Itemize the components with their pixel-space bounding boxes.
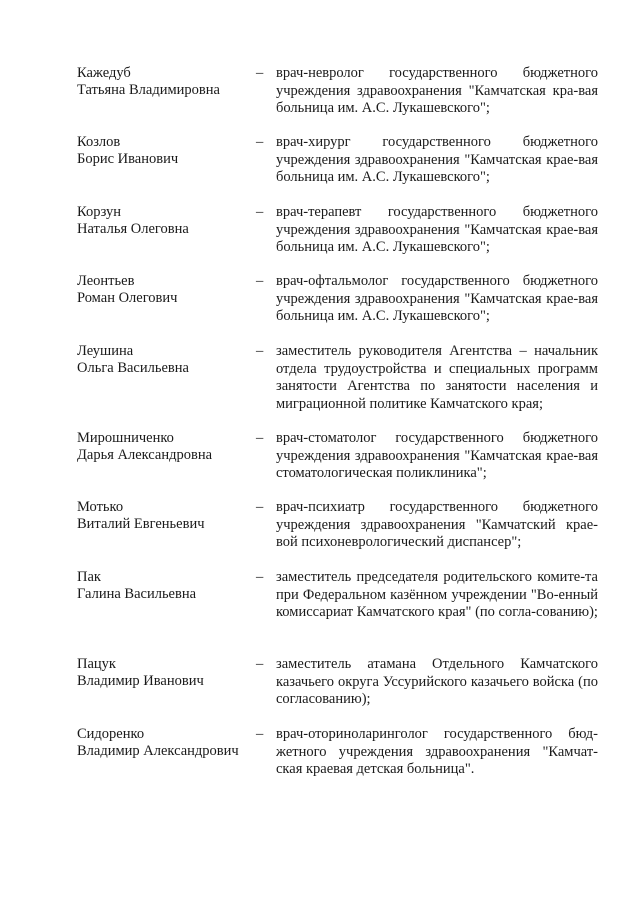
given-names: Владимир Александрович — [77, 743, 239, 759]
person-name — [77, 343, 257, 377]
person-name — [77, 65, 257, 99]
person-name — [77, 499, 257, 533]
given-names: Виталий Евгеньевич — [77, 516, 205, 532]
given-names: Борис Иванович — [77, 151, 179, 167]
position-description: врач-терапевт государственного бюджетного учреждения здравоохранения "Камчатская крае-вая больница им. А.С. Лукашевского"; — [276, 204, 598, 255]
dash-separator: – — [256, 204, 264, 220]
dash-separator: – — [256, 726, 264, 742]
surname: Сидоренко — [77, 726, 145, 742]
surname: Корзун — [77, 204, 122, 220]
position-description: врач-невролог государственного бюджетного учреждения здравоохранения "Камчатская кра-вая больница им. А.С. Лукашевского"; — [276, 65, 598, 116]
position-description: заместитель председателя родительского комите-та при Федеральном казённом учреждении "Во-енный комиссариат Камчатского края" (по согла-сованию); — [276, 569, 598, 620]
surname: Леонтьев — [77, 273, 135, 289]
surname: Мотько — [77, 499, 124, 515]
person-name — [77, 204, 257, 238]
dash-separator: – — [256, 569, 264, 585]
given-names: Галина Васильевна — [77, 586, 197, 602]
position-description: врач-оториноларинголог государственного бюд-жетного учреждения здравоохранения "Камчат-ская краевая детская больница". — [276, 726, 598, 777]
given-names: Дарья Александровна — [77, 447, 213, 463]
dash-separator: – — [256, 499, 264, 515]
given-names: Наталья Олеговна — [77, 221, 189, 237]
person-name — [77, 430, 257, 464]
person-name — [77, 134, 257, 168]
surname: Кажедуб — [77, 65, 131, 81]
dash-separator: – — [256, 134, 264, 150]
person-name — [77, 656, 257, 690]
dash-separator: – — [256, 273, 264, 289]
position-description: заместитель руководителя Агентства – начальник отдела трудоустройства и специальных программ занятости Агентства по занятости населения и миграционной политике Камчатского края; — [276, 343, 598, 412]
given-names: Татьяна Владимировна — [77, 82, 220, 98]
position-description: врач-офтальмолог государственного бюджетного учреждения здравоохранения "Камчатская крае-вая больница им. А.С. Лукашевского"; — [276, 273, 598, 324]
person-name — [77, 273, 257, 307]
person-name — [77, 726, 257, 760]
position-description: врач-хирург государственного бюджетного учреждения здравоохранения "Камчатская крае-вая больница им. А.С. Лукашевского"; — [276, 134, 598, 185]
dash-separator: – — [256, 656, 264, 672]
position-description: врач-стоматолог государственного бюджетного учреждения здравоохранения "Камчатская крае-вая стоматологическая поликлиника"; — [276, 430, 598, 481]
dash-separator: – — [256, 343, 264, 359]
given-names: Ольга Васильевна — [77, 360, 189, 376]
person-name — [77, 569, 257, 603]
given-names: Владимир Иванович — [77, 673, 204, 689]
position-description: заместитель атамана Отдельного Камчатского казачьего округа Уссурийского казачьего войска (по согласованию); — [276, 656, 598, 707]
surname: Леушина — [77, 343, 134, 359]
surname: Пак — [77, 569, 101, 585]
dash-separator: – — [256, 430, 264, 446]
dash-separator: – — [256, 65, 264, 81]
position-description: врач-психиатр государственного бюджетного учреждения здравоохранения "Камчатский крае-вой психоневрологический диспансер"; — [276, 499, 598, 550]
surname: Пацук — [77, 656, 116, 672]
given-names: Роман Олегович — [77, 290, 178, 306]
surname: Козлов — [77, 134, 121, 150]
surname: Мирошниченко — [77, 430, 174, 446]
